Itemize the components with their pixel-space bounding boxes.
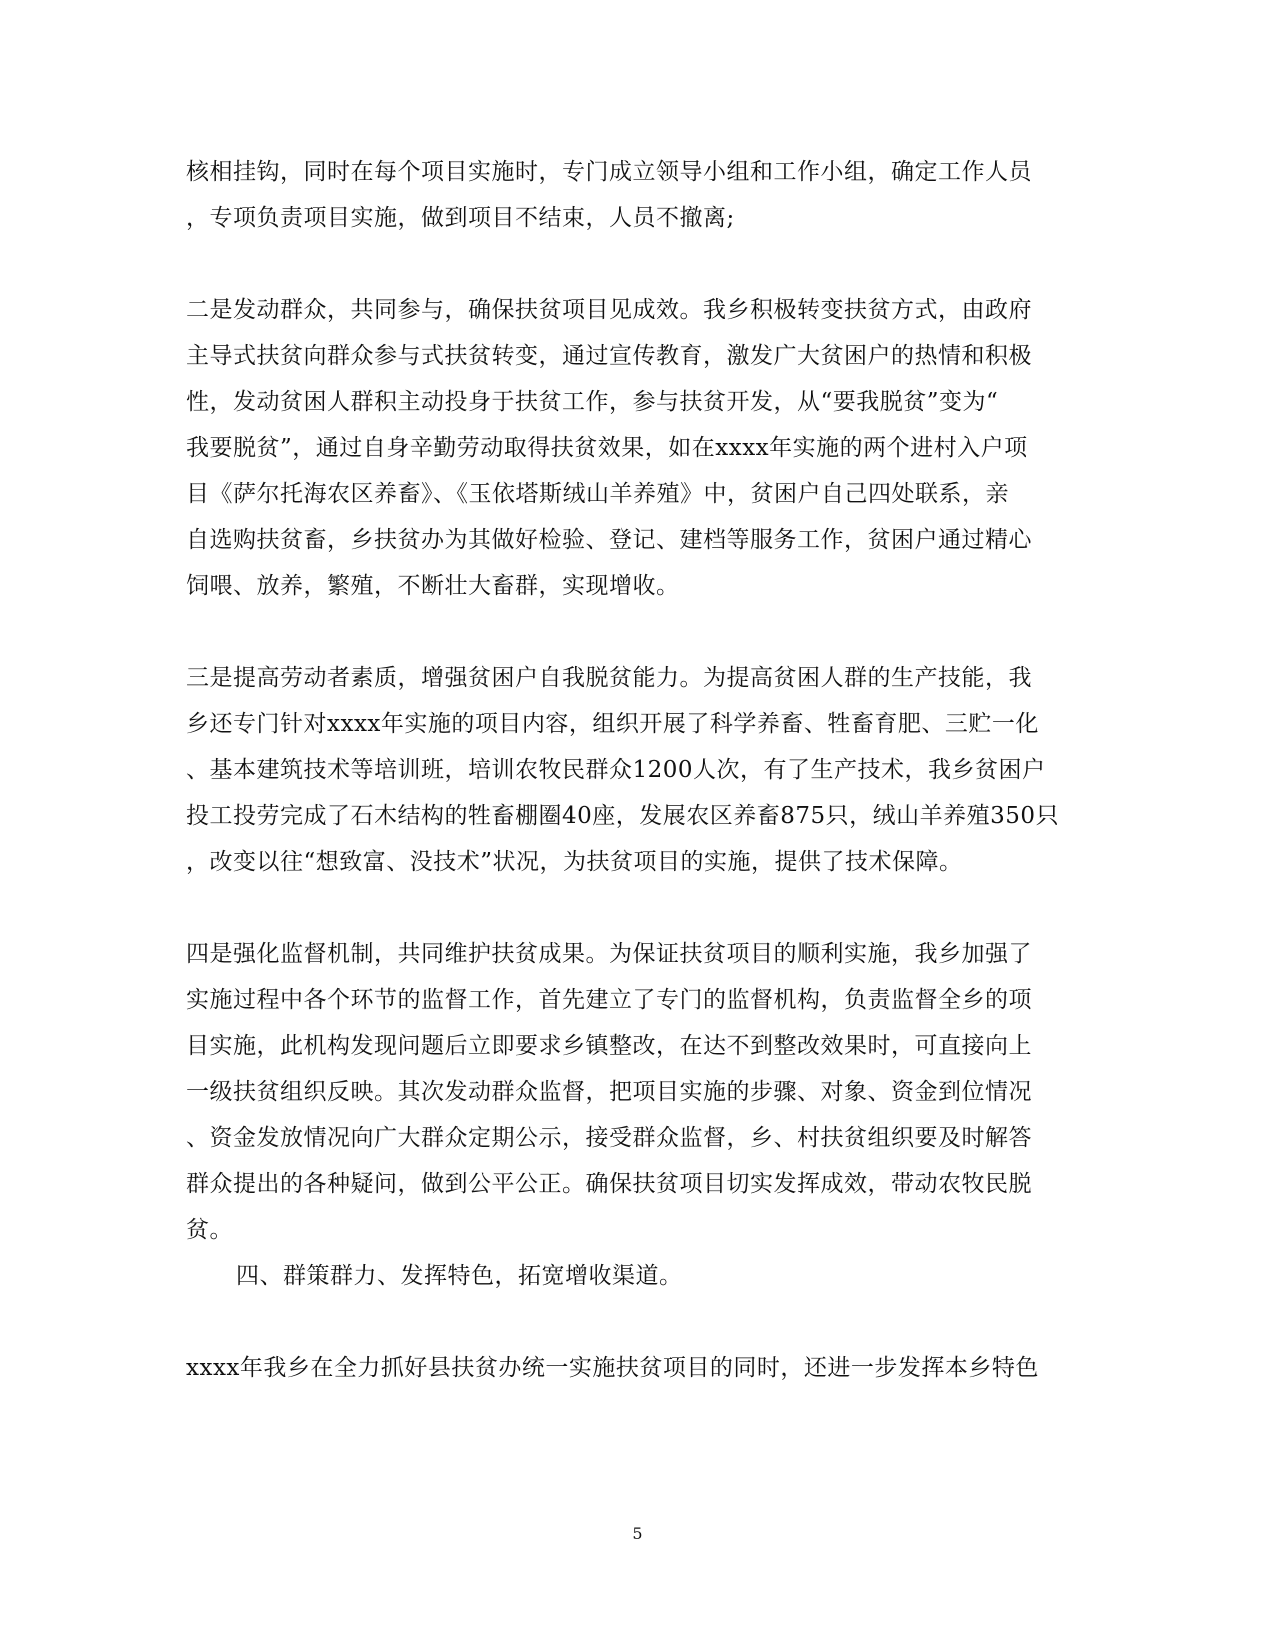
text-line: 二是发动群众，共同参与，确保扶贫项目见成效。我乡积极转变扶贫方式，由政府 bbox=[186, 297, 1032, 323]
text-line: 、资金发放情况向广大群众定期公示，接受群众监督，乡、村扶贫组织要及时解答 bbox=[186, 1125, 1032, 1151]
text-line: 饲喂、放养，繁殖，不断壮大畜群，实现增收。 bbox=[186, 573, 680, 599]
text-line: 一级扶贫组织反映。其次发动群众监督，把项目实施的步骤、对象、资金到位情况 bbox=[186, 1079, 1032, 1105]
section-heading: 四、群策群力、发挥特色，拓宽增收渠道。 bbox=[236, 1263, 683, 1289]
text-line: 投工投劳完成了石木结构的牲畜棚圈40座，发展农区养畜875只，绒山羊养殖350只 bbox=[186, 803, 1060, 829]
text-line: ，改变以往“想致富、没技术”状况，为扶贫项目的实施，提供了技术保障。 bbox=[186, 849, 963, 875]
text-line: 实施过程中各个环节的监督工作，首先建立了专门的监督机构，负责监督全乡的项 bbox=[186, 987, 1032, 1013]
text-line: 乡还专门针对xxxx年实施的项目内容，组织开展了科学养畜、牲畜育肥、三贮一化 bbox=[186, 711, 1039, 737]
text-line: 贫。 bbox=[186, 1217, 233, 1243]
text-line: 核相挂钩，同时在每个项目实施时，专门成立领导小组和工作小组，确定工作人员 bbox=[186, 159, 1032, 185]
text-line: 主导式扶贫向群众参与式扶贫转变，通过宣传教育，激发广大贫困户的热情和积极 bbox=[186, 343, 1032, 369]
page-number: 5 bbox=[632, 1524, 643, 1543]
text-line: 目实施，此机构发现问题后立即要求乡镇整改，在达不到整改效果时，可直接向上 bbox=[186, 1033, 1032, 1059]
text-line: 自选购扶贫畜，乡扶贫办为其做好检验、登记、建档等服务工作，贫困户通过精心 bbox=[186, 527, 1032, 553]
text-line: xxxx年我乡在全力抓好县扶贫办统一实施扶贫项目的同时，还进一步发挥本乡特色 bbox=[186, 1355, 1039, 1381]
text-line: 群众提出的各种疑问，做到公平公正。确保扶贫项目切实发挥成效，带动农牧民脱 bbox=[186, 1171, 1032, 1197]
text-line: 目《萨尔托海农区养畜》、《玉依塔斯绒山羊养殖》中，贫困户自己四处联系，亲 bbox=[186, 481, 1009, 507]
text-line: 四是强化监督机制，共同维护扶贫成果。为保证扶贫项目的顺利实施，我乡加强了 bbox=[186, 941, 1032, 967]
text-line: 、基本建筑技术等培训班，培训农牧民群众1200人次，有了生产技术，我乡贫困户 bbox=[186, 757, 1046, 783]
text-line: 性，发动贫困人群积主动投身于扶贫工作，参与扶贫开发，从“要我脱贫”变为“ bbox=[186, 389, 999, 415]
text-line: ，专项负责项目实施，做到项目不结束，人员不撤离; bbox=[186, 205, 735, 231]
text-line: 三是提高劳动者素质，增强贫困户自我脱贫能力。为提高贫困人群的生产技能，我 bbox=[186, 665, 1032, 691]
text-line: 我要脱贫”，通过自身辛勤劳动取得扶贫效果，如在xxxx年实施的两个进村入户项 bbox=[186, 435, 1028, 461]
